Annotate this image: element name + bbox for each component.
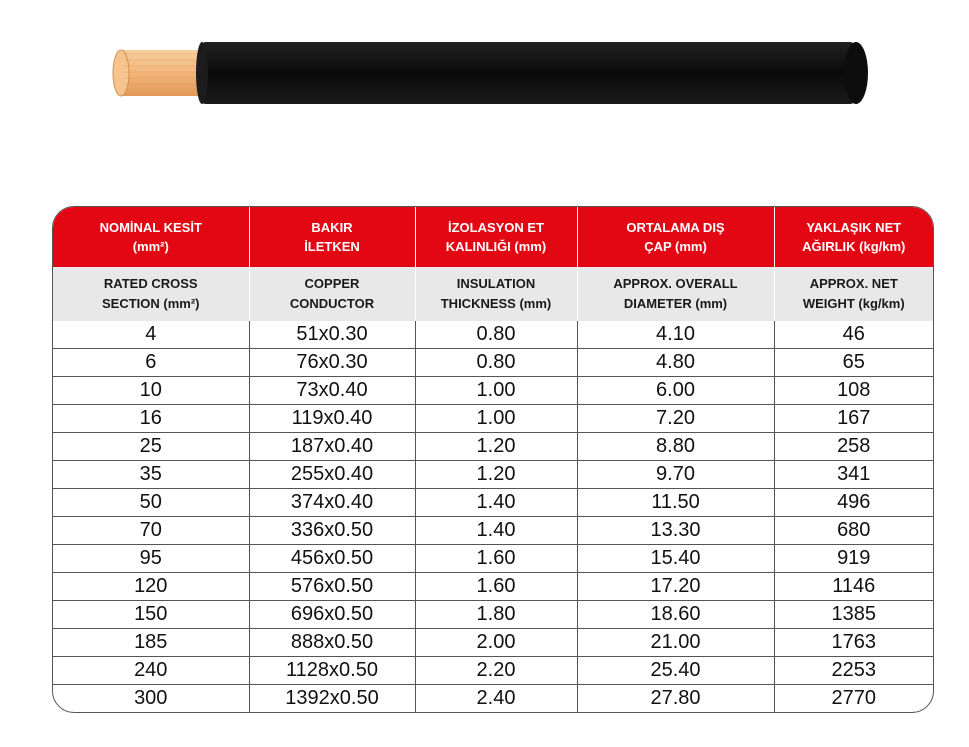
cell-weight: 2253 xyxy=(774,656,933,684)
cable-jacket xyxy=(196,42,868,104)
cell-diameter: 21.00 xyxy=(577,628,774,656)
table-row xyxy=(53,404,933,432)
cell-cross-section: 120 xyxy=(53,572,249,600)
table-row xyxy=(53,544,933,572)
cell-diameter: 18.60 xyxy=(577,600,774,628)
cell-diameter: 17.20 xyxy=(577,572,774,600)
header-copper-conductor: COPPER CONDUCTOR xyxy=(249,267,415,321)
table-row xyxy=(53,321,933,348)
table-row xyxy=(53,460,933,488)
cell-diameter: 13.30 xyxy=(577,516,774,544)
cell-weight: 65 xyxy=(774,348,933,376)
cell-diameter: 4.80 xyxy=(577,348,774,376)
cell-cross-section: 70 xyxy=(53,516,249,544)
cell-conductor: 576x0.50 xyxy=(249,572,415,600)
cell-cross-section: 4 xyxy=(145,323,157,346)
cell-insulation: 0.80 xyxy=(415,321,577,348)
cell-cross-section: 185 xyxy=(53,628,249,656)
cell-diameter: 25.40 xyxy=(577,656,774,684)
header-row-turkish xyxy=(53,207,933,267)
table-row xyxy=(53,684,933,712)
cell-conductor: 336x0.50 xyxy=(249,516,415,544)
cell-cross-section: 6 xyxy=(53,348,249,376)
cell-cross-section: 50 xyxy=(53,488,249,516)
cell-diameter: 15.40 xyxy=(577,544,774,572)
cell-conductor: 51x0.30 xyxy=(249,321,415,348)
cell-diameter: 8.80 xyxy=(577,432,774,460)
cell-cross-section: 16 xyxy=(53,404,249,432)
cell-conductor: 255x0.40 xyxy=(249,460,415,488)
spec-table xyxy=(52,206,934,713)
cell-insulation: 1.60 xyxy=(415,572,577,600)
cell-diameter: 11.50 xyxy=(577,488,774,516)
cell-conductor: 1392x0.50 xyxy=(249,684,415,712)
cell-weight: 1385 xyxy=(774,600,933,628)
cell-conductor: 456x0.50 xyxy=(249,544,415,572)
header-overall-diameter: APPROX. OVERALL DIAMETER (mm) xyxy=(577,267,774,321)
header-net-weight: APPROX. NET WEIGHT (kg/km) xyxy=(774,267,933,321)
cell-conductor: 76x0.30 xyxy=(249,348,415,376)
cell-conductor: 119x0.40 xyxy=(249,404,415,432)
table-row xyxy=(53,376,933,404)
header-insulation-thickness: INSULATION THICKNESS (mm) xyxy=(415,267,577,321)
cell-weight: 1763 xyxy=(774,628,933,656)
cell-insulation: 1.60 xyxy=(415,544,577,572)
header-rated-cross-section: RATED CROSS SECTION (mm²) xyxy=(53,267,249,321)
cell-insulation: 1.20 xyxy=(415,460,577,488)
cell-conductor: 73x0.40 xyxy=(249,376,415,404)
cable-illustration xyxy=(112,40,872,106)
cell-diameter: 7.20 xyxy=(577,404,774,432)
cell-insulation: 2.40 xyxy=(415,684,577,712)
header-row-english xyxy=(53,267,933,321)
cell-weight: 2770 xyxy=(774,684,933,712)
cell-conductor: 374x0.40 xyxy=(249,488,415,516)
cell-insulation: 1.00 xyxy=(415,404,577,432)
table-body xyxy=(53,321,933,712)
header-ortalama-dis-cap: ORTALAMA DIŞ ÇAP (mm) xyxy=(577,207,774,267)
cell-insulation: 2.20 xyxy=(415,656,577,684)
table-row xyxy=(53,488,933,516)
cell-cross-section: 10 xyxy=(53,376,249,404)
header-yaklasik-net-agirlik: YAKLAŞIK NET AĞIRLIK (kg/km) xyxy=(774,207,933,267)
header-bakir-iletken: BAKIR İLETKEN xyxy=(249,207,415,267)
cell-cross-section: 25 xyxy=(53,432,249,460)
cell-conductor: 888x0.50 xyxy=(249,628,415,656)
cell-weight: 108 xyxy=(774,376,933,404)
table-row xyxy=(53,656,933,684)
header-nominal-kesit: NOMİNAL KESİT (mm²) xyxy=(53,207,249,267)
table-row xyxy=(53,432,933,460)
cell-insulation: 1.80 xyxy=(415,600,577,628)
header-izolasyon-et: İZOLASYON ET KALINLIĞI (mm) xyxy=(415,207,577,267)
table-row xyxy=(53,348,933,376)
cell-cross-section: 150 xyxy=(53,600,249,628)
cell-cross-section: 35 xyxy=(53,460,249,488)
cell-weight: 258 xyxy=(774,432,933,460)
table-row xyxy=(53,600,933,628)
table-row xyxy=(53,572,933,600)
cell-weight: 496 xyxy=(774,488,933,516)
cell-insulation: 1.20 xyxy=(415,432,577,460)
cell-weight: 167 xyxy=(774,404,933,432)
cell-conductor: 1128x0.50 xyxy=(249,656,415,684)
cell-insulation: 2.00 xyxy=(415,628,577,656)
cell-conductor: 187x0.40 xyxy=(249,432,415,460)
cell-insulation: 0.80 xyxy=(415,348,577,376)
cell-insulation: 1.00 xyxy=(415,376,577,404)
cell-diameter: 9.70 xyxy=(577,460,774,488)
table-row xyxy=(53,516,933,544)
copper-conductor xyxy=(113,50,210,96)
cell-conductor: 696x0.50 xyxy=(249,600,415,628)
cell-cross-section: 300 xyxy=(53,684,249,712)
cell-weight: 46 xyxy=(774,321,933,348)
cell-cross-section: 95 xyxy=(53,544,249,572)
cell-diameter: 6.00 xyxy=(577,376,774,404)
cell-weight: 680 xyxy=(774,516,933,544)
table-row xyxy=(53,628,933,656)
cell-diameter: 27.80 xyxy=(577,684,774,712)
cell-insulation: 1.40 xyxy=(415,516,577,544)
cell-insulation: 1.40 xyxy=(415,488,577,516)
cell-diameter: 4.10 xyxy=(577,321,774,348)
cell-weight: 341 xyxy=(774,460,933,488)
cell-weight: 1146 xyxy=(774,572,933,600)
cell-cross-section: 240 xyxy=(53,656,249,684)
cell-weight: 919 xyxy=(774,544,933,572)
